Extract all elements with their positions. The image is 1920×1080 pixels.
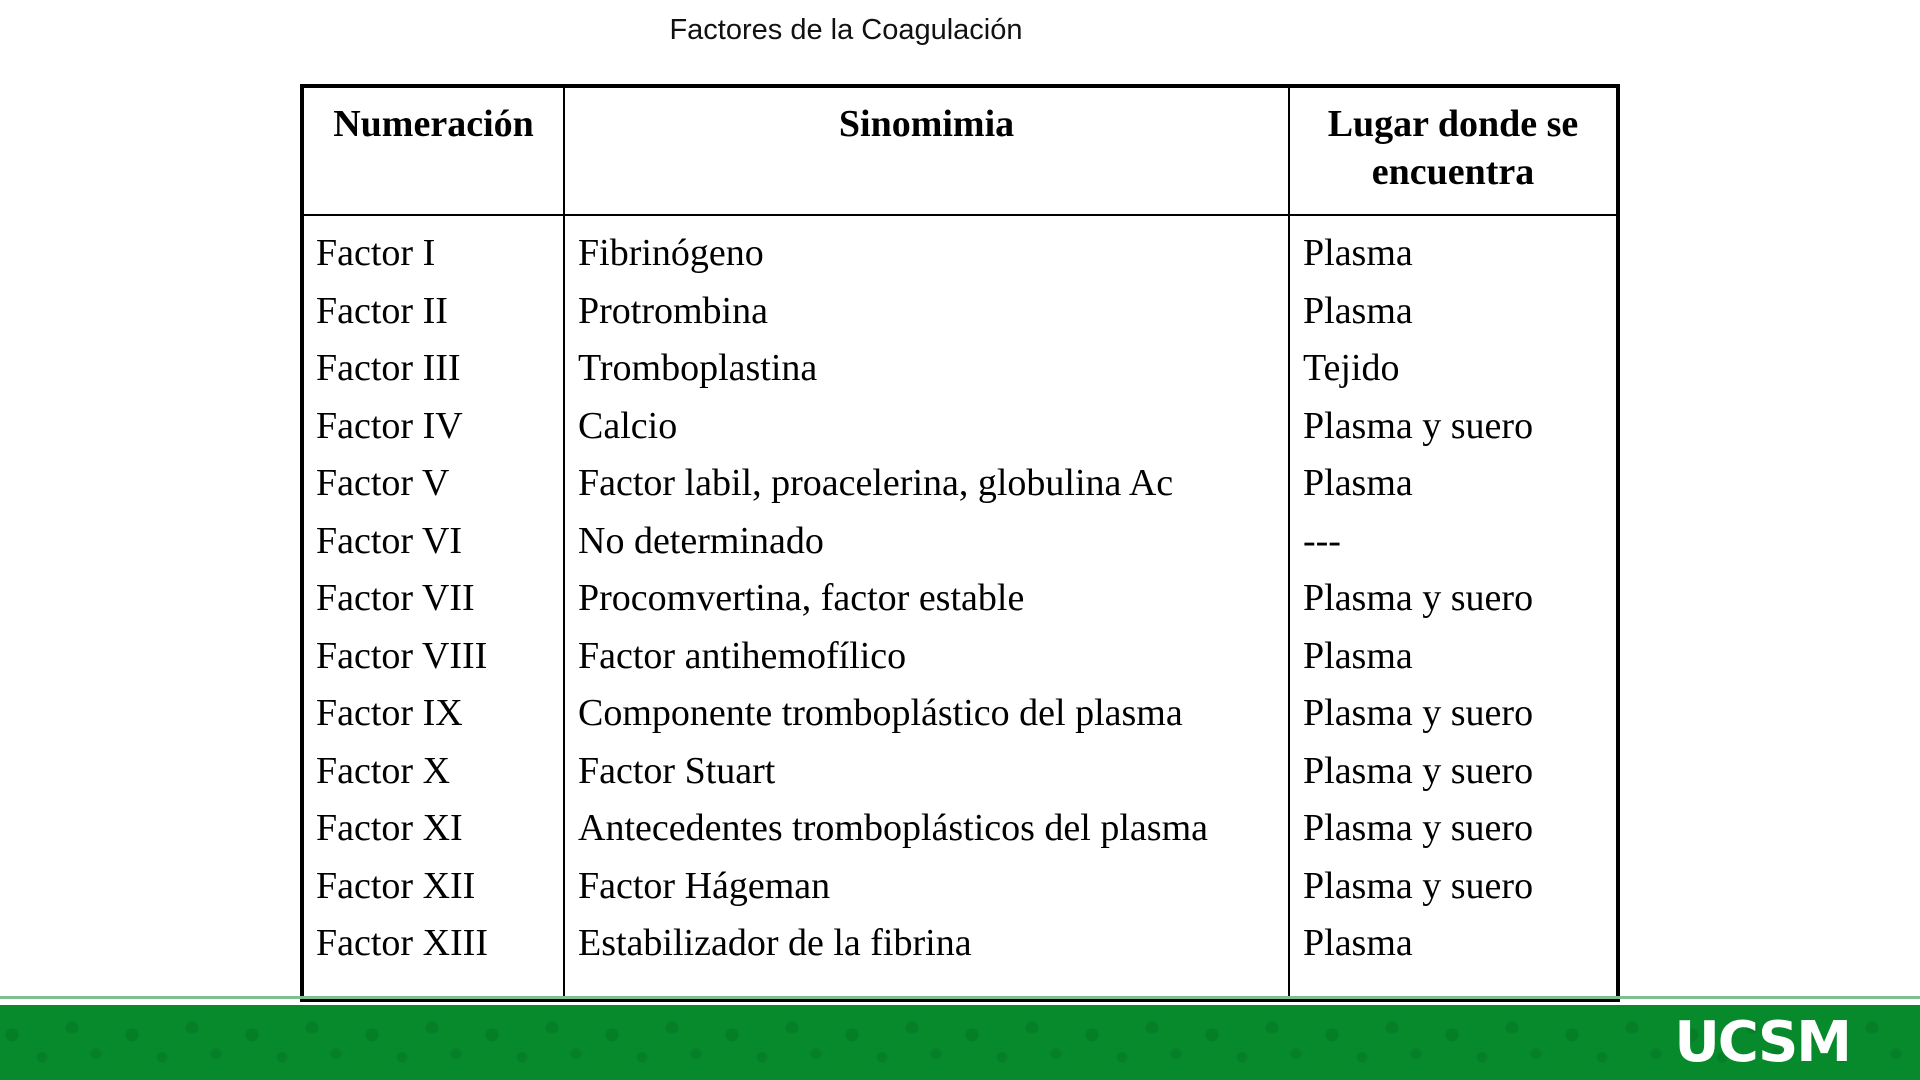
ucsm-logo: UCSM [1674,1010,1850,1075]
column-sinonimia [578,225,1208,973]
cell-sinonimia: Factor Stuart [578,749,776,792]
footer-divider-line [0,996,1920,999]
cell-lugar: Plasma y suero [1303,577,1534,619]
cell-lugar: Plasma [1303,462,1413,504]
cell-sinonimia: Protrombina [578,289,768,332]
cell-sinonimia: Factor Hágeman [578,864,831,907]
cell-lugar: Plasma y suero [1303,404,1534,447]
cell-lugar: Tejido [1303,347,1400,389]
cell-lugar: Plasma y suero [1303,807,1534,849]
cell-lugar: Plasma [1303,232,1413,274]
cell-lugar: Plasma [1303,634,1413,677]
cell-numeracion: Factor X [316,749,451,792]
header-lugar: Lugar donde se encuentra [1327,103,1579,193]
cell-sinonimia: Factor labil, proacelerina, globulina Ac [578,462,1174,504]
cell-lugar: Plasma [1303,289,1413,332]
cell-lugar: Plasma y suero [1303,749,1534,792]
cell-numeracion: Factor IX [316,692,463,734]
cell-numeracion: Factor VII [316,577,475,619]
coagulation-factors-table [300,84,1620,1002]
cell-numeracion: Factor XI [316,807,463,849]
cell-sinonimia: Antecedentes tromboplásticos del plasma [578,807,1208,849]
cell-sinonimia: Procomvertina, factor estable [578,577,1025,619]
cell-sinonimia: Componente tromboplástico del plasma [578,692,1183,734]
cell-numeracion: Factor III [316,347,461,389]
cell-sinonimia: Tromboplastina [578,347,818,389]
cell-sinonimia: Calcio [578,404,678,447]
column-divider [563,88,565,998]
cell-lugar: --- [1303,519,1341,562]
header-numeracion: Numeración [333,103,534,145]
cell-numeracion: Factor XIII [316,922,488,964]
cell-numeracion: Factor VI [316,519,462,562]
cell-lugar: Plasma y suero [1303,864,1534,907]
cell-sinonimia: Fibrinógeno [578,232,764,274]
column-lugar [1303,225,1533,973]
column-numeracion [316,225,488,973]
cell-sinonimia: Factor antihemofílico [578,634,907,677]
cell-numeracion: Factor XII [316,864,476,907]
cell-sinonimia: Estabilizador de la fibrina [578,922,972,964]
header-divider [304,214,1616,216]
cell-numeracion: Factor II [316,289,448,332]
cell-numeracion: Factor I [316,232,436,274]
footer-band [0,1005,1920,1080]
column-divider [1288,88,1290,998]
slide-title: Factores de la Coagulación [669,14,1023,46]
cell-numeracion: Factor VIII [316,634,488,677]
cell-lugar: Plasma y suero [1303,692,1534,734]
cell-numeracion: Factor IV [316,404,463,447]
header-sinonimia: Sinomimia [838,103,1015,145]
cell-lugar: Plasma [1303,922,1413,964]
cell-numeracion: Factor V [316,462,450,504]
cell-sinonimia: No determinado [578,519,824,562]
